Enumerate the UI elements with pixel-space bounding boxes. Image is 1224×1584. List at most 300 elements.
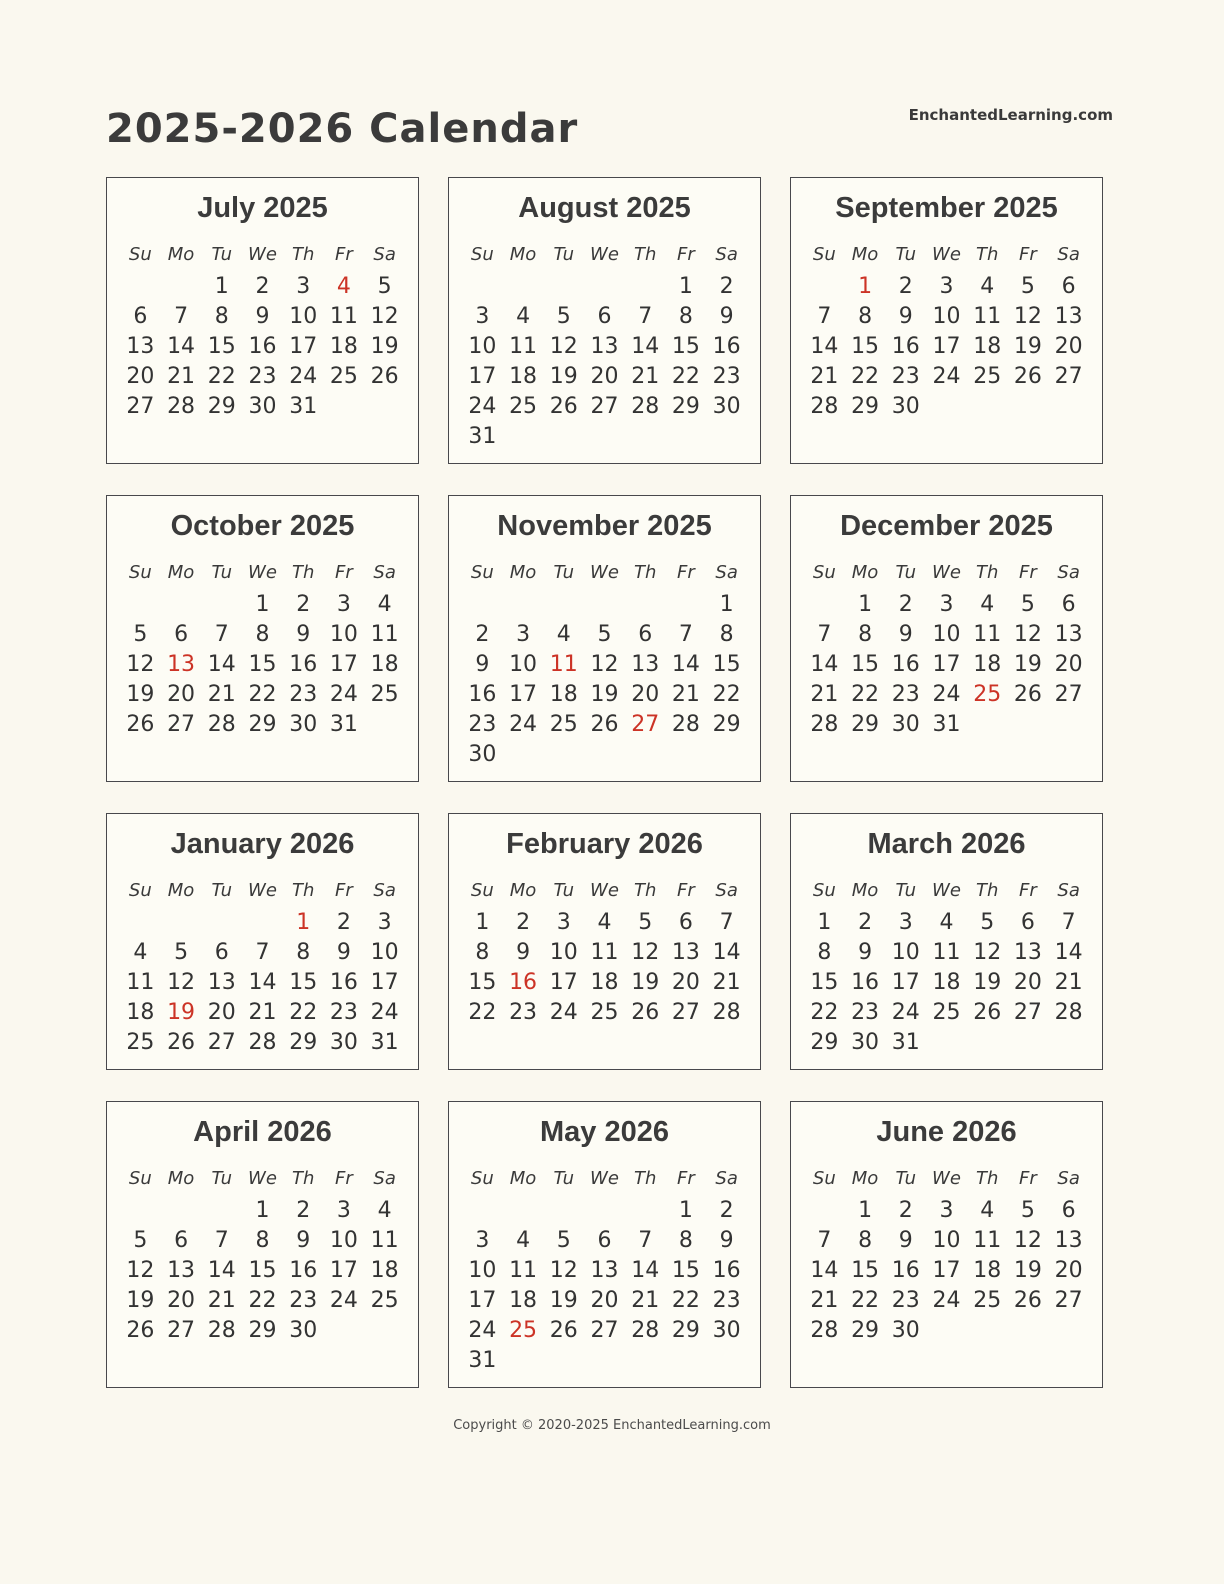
date-cell: 10 (932, 622, 961, 647)
date-cell: 21 (712, 970, 741, 995)
date-cell: 14 (1054, 940, 1083, 965)
date-cell: 2 (898, 592, 913, 617)
date-cell: 21 (167, 364, 196, 389)
weekday-label: Tu (211, 1168, 233, 1189)
week-row (462, 620, 747, 650)
empty-cell (161, 1196, 202, 1226)
week-row (120, 1226, 405, 1256)
date-cell: 11 (509, 334, 538, 359)
weekday-label: We (248, 1168, 277, 1189)
week-row (462, 680, 747, 710)
weekday-label: Fr (677, 562, 695, 583)
date-cell: 23 (712, 1288, 741, 1313)
weekday-label: Th (976, 1168, 999, 1189)
date-cell: 31 (932, 712, 961, 737)
weekday-label: Sa (1057, 1168, 1080, 1189)
week-row (120, 590, 405, 620)
date-cell: 31 (370, 1030, 399, 1055)
date-cell: 17 (329, 1258, 358, 1283)
date-cell: 29 (712, 712, 741, 737)
date-cell: 15 (248, 1258, 277, 1283)
date-cell: 1 (858, 1198, 873, 1223)
date-cell: 22 (810, 1000, 839, 1025)
month-panel-december-2025 (790, 495, 1103, 782)
date-cell: 30 (851, 1030, 880, 1055)
date-cell: 28 (631, 1318, 660, 1343)
week-row (462, 908, 747, 938)
date-cell: 24 (932, 1288, 961, 1313)
month-panel-february-2026 (448, 813, 761, 1070)
empty-cell (503, 1196, 544, 1226)
weekday-label: We (248, 880, 277, 901)
week-row (462, 590, 747, 620)
date-cell: 12 (631, 940, 660, 965)
date-cell: 30 (289, 1318, 318, 1343)
week-row (120, 650, 405, 680)
date-cell: 19 (1013, 334, 1042, 359)
date-cell: 4 (377, 1198, 392, 1223)
empty-cell (804, 272, 845, 302)
date-cell: 7 (678, 622, 693, 647)
date-cell: 25 (973, 364, 1002, 389)
week-row (804, 710, 1089, 740)
date-cell: 13 (126, 334, 155, 359)
date-cell: 18 (973, 1258, 1002, 1283)
date-cell: 16 (851, 970, 880, 995)
date-cell: 30 (289, 712, 318, 737)
date-cell: 15 (671, 334, 700, 359)
date-cell: 7 (255, 940, 270, 965)
date-cell: 27 (671, 1000, 700, 1025)
week-row (120, 1196, 405, 1226)
date-cell: 16 (289, 1258, 318, 1283)
date-cell: 26 (126, 712, 155, 737)
date-cell: 14 (207, 652, 236, 677)
month-panel-may-2026 (448, 1101, 761, 1388)
date-cell: 9 (255, 304, 270, 329)
date-cell: 8 (296, 940, 311, 965)
date-cell: 30 (329, 1030, 358, 1055)
week-row (804, 332, 1089, 362)
week-row (804, 968, 1089, 998)
date-cell: 6 (1061, 1198, 1076, 1223)
date-cell: 9 (516, 940, 531, 965)
month-title: October 2025 (170, 510, 355, 542)
date-cell: 24 (329, 682, 358, 707)
date-cell: 12 (1013, 622, 1042, 647)
date-cell: 8 (678, 304, 693, 329)
weekday-label: Tu (553, 244, 575, 265)
date-cell: 11 (370, 1228, 399, 1253)
weekday-label: Mo (851, 1168, 879, 1189)
weekday-label: Fr (677, 1168, 695, 1189)
date-cell: 15 (468, 970, 497, 995)
date-cell: 15 (671, 1258, 700, 1283)
date-cell: 2 (296, 1198, 311, 1223)
date-cell: 31 (891, 1030, 920, 1055)
date-cell: 26 (1013, 682, 1042, 707)
weekday-label: Sa (715, 562, 738, 583)
empty-cell (120, 272, 161, 302)
date-cell: 9 (898, 304, 913, 329)
date-cell: 6 (678, 910, 693, 935)
date-cell: 27 (1054, 364, 1083, 389)
date-cell: 17 (509, 682, 538, 707)
date-cell: 30 (712, 1318, 741, 1343)
month-title: January 2026 (170, 828, 355, 860)
date-cell: 26 (973, 1000, 1002, 1025)
date-cell: 21 (207, 682, 236, 707)
month-title: September 2025 (835, 192, 1058, 224)
date-cell: 4 (980, 1198, 995, 1223)
date-cell: 13 (631, 652, 660, 677)
calendar-grid (106, 177, 1103, 1388)
date-cell: 22 (671, 1288, 700, 1313)
date-cell: 10 (370, 940, 399, 965)
weekday-label: Mo (509, 562, 537, 583)
month-title: August 2025 (518, 192, 691, 224)
date-cell: 7 (638, 1228, 653, 1253)
date-cell: 25 (973, 1288, 1002, 1313)
date-cell: 25 (370, 1288, 399, 1313)
weeks (462, 590, 747, 770)
date-cell: 31 (329, 712, 358, 737)
date-cell: 22 (671, 364, 700, 389)
weekday-label: Tu (211, 244, 233, 265)
weekday-label: Tu (553, 880, 575, 901)
date-cell: 9 (336, 940, 351, 965)
weekday-label: Su (470, 1168, 494, 1189)
date-cell: 6 (214, 940, 229, 965)
weekday-label: Su (470, 244, 494, 265)
date-cell: 3 (377, 910, 392, 935)
date-cell: 3 (939, 274, 954, 299)
weekday-label: Th (634, 880, 657, 901)
date-cell: 8 (858, 304, 873, 329)
date-cell: 5 (133, 622, 148, 647)
date-cell: 20 (167, 1288, 196, 1313)
date-cell: 5 (1020, 1198, 1035, 1223)
weekday-label: Tu (895, 880, 917, 901)
date-cell: 23 (248, 364, 277, 389)
date-cell: 11 (329, 304, 358, 329)
weekday-label: We (590, 562, 619, 583)
week-row (804, 908, 1089, 938)
weeks (462, 272, 747, 452)
week-row (462, 1346, 747, 1376)
month-title: November 2025 (497, 510, 712, 542)
date-cell: 22 (851, 1288, 880, 1313)
date-cell: 16 (468, 682, 497, 707)
empty-cell (161, 590, 202, 620)
date-cell: 8 (214, 304, 229, 329)
week-row (804, 938, 1089, 968)
date-cell: 31 (468, 1348, 497, 1373)
date-cell: 18 (329, 334, 358, 359)
weekday-label: Fr (1019, 244, 1037, 265)
week-row (462, 998, 747, 1028)
date-cell: 9 (296, 622, 311, 647)
date-cell: 23 (891, 364, 920, 389)
date-cell: 14 (248, 970, 277, 995)
week-row (804, 1256, 1089, 1286)
date-cell: 13 (671, 940, 700, 965)
date-cell: 16 (329, 970, 358, 995)
date-cell: 18 (370, 1258, 399, 1283)
date-cell: 27 (207, 1030, 236, 1055)
weeks (120, 1196, 405, 1346)
date-cell: 21 (810, 364, 839, 389)
date-cell-holiday: 19 (167, 1000, 196, 1025)
date-cell: 20 (590, 364, 619, 389)
date-cell: 22 (207, 364, 236, 389)
site-name: EnchantedLearning.com (908, 106, 1113, 124)
week-row (462, 272, 747, 302)
empty-cell (543, 272, 584, 302)
date-cell: 3 (939, 592, 954, 617)
date-cell: 19 (126, 1288, 155, 1313)
date-cell: 4 (516, 304, 531, 329)
weekday-header-row (462, 561, 747, 585)
weekday-label: Su (812, 880, 836, 901)
date-cell: 24 (370, 1000, 399, 1025)
month-title: December 2025 (840, 510, 1053, 542)
date-cell: 11 (973, 304, 1002, 329)
date-cell: 14 (631, 334, 660, 359)
date-cell: 10 (468, 1258, 497, 1283)
date-cell: 3 (898, 910, 913, 935)
date-cell: 22 (289, 1000, 318, 1025)
date-cell: 30 (891, 394, 920, 419)
date-cell: 30 (248, 394, 277, 419)
date-cell: 28 (810, 1318, 839, 1343)
weekday-label: Sa (373, 244, 396, 265)
date-cell: 9 (858, 940, 873, 965)
weekday-label: Tu (895, 562, 917, 583)
weekday-header-row (120, 879, 405, 903)
date-cell: 2 (719, 1198, 734, 1223)
date-cell: 29 (851, 1318, 880, 1343)
date-cell: 23 (289, 682, 318, 707)
date-cell: 8 (475, 940, 490, 965)
weekday-label: We (590, 244, 619, 265)
date-cell: 1 (858, 592, 873, 617)
date-cell: 3 (556, 910, 571, 935)
date-cell: 1 (678, 1198, 693, 1223)
weekday-label: Th (292, 880, 315, 901)
date-cell: 8 (255, 1228, 270, 1253)
date-cell: 25 (509, 394, 538, 419)
weekday-label: Tu (211, 562, 233, 583)
date-cell: 26 (167, 1030, 196, 1055)
date-cell: 20 (1054, 1258, 1083, 1283)
week-row (462, 362, 747, 392)
week-row (462, 650, 747, 680)
date-cell: 17 (468, 1288, 497, 1313)
weeks (120, 908, 405, 1058)
month-panel-september-2025 (790, 177, 1103, 464)
weekday-label: Sa (715, 244, 738, 265)
empty-cell (462, 1196, 503, 1226)
week-row (462, 1256, 747, 1286)
date-cell: 16 (891, 652, 920, 677)
empty-cell (462, 272, 503, 302)
date-cell: 13 (1054, 304, 1083, 329)
weekday-label: Sa (715, 1168, 738, 1189)
weekday-label: Mo (509, 880, 537, 901)
date-cell: 20 (126, 364, 155, 389)
date-cell: 4 (133, 940, 148, 965)
date-cell: 23 (468, 712, 497, 737)
weekday-label: Fr (677, 244, 695, 265)
date-cell: 8 (255, 622, 270, 647)
date-cell: 27 (590, 394, 619, 419)
weekday-label: Fr (335, 880, 353, 901)
weekday-label: We (590, 880, 619, 901)
month-panel-october-2025 (106, 495, 419, 782)
week-row (804, 680, 1089, 710)
date-cell: 20 (631, 682, 660, 707)
date-cell: 23 (289, 1288, 318, 1313)
empty-cell (503, 590, 544, 620)
week-row (804, 272, 1089, 302)
date-cell: 11 (932, 940, 961, 965)
week-row (804, 1226, 1089, 1256)
date-cell: 16 (712, 1258, 741, 1283)
week-row (462, 302, 747, 332)
week-row (120, 392, 405, 422)
date-cell: 17 (891, 970, 920, 995)
week-row (120, 968, 405, 998)
date-cell: 22 (851, 682, 880, 707)
week-row (120, 1028, 405, 1058)
date-cell: 16 (891, 334, 920, 359)
date-cell: 15 (289, 970, 318, 995)
week-row (462, 1226, 747, 1256)
date-cell: 2 (858, 910, 873, 935)
month-panel-april-2026 (106, 1101, 419, 1388)
date-cell: 12 (126, 652, 155, 677)
date-cell: 21 (207, 1288, 236, 1313)
weekday-label: Fr (677, 880, 695, 901)
date-cell: 23 (851, 1000, 880, 1025)
date-cell: 30 (891, 1318, 920, 1343)
date-cell: 24 (468, 394, 497, 419)
date-cell: 4 (597, 910, 612, 935)
date-cell: 26 (549, 1318, 578, 1343)
date-cell: 4 (556, 622, 571, 647)
date-cell: 8 (678, 1228, 693, 1253)
date-cell: 29 (851, 712, 880, 737)
week-row (462, 392, 747, 422)
date-cell: 24 (329, 1288, 358, 1313)
weekday-header-row (462, 1167, 747, 1191)
date-cell: 5 (556, 304, 571, 329)
weekday-label: Th (634, 1168, 657, 1189)
week-row (804, 392, 1089, 422)
date-cell: 13 (207, 970, 236, 995)
date-cell: 26 (549, 394, 578, 419)
week-row (120, 680, 405, 710)
month-title: May 2026 (540, 1116, 669, 1148)
date-cell: 9 (898, 622, 913, 647)
date-cell: 29 (207, 394, 236, 419)
date-cell: 22 (248, 1288, 277, 1313)
date-cell: 3 (475, 304, 490, 329)
date-cell: 28 (207, 1318, 236, 1343)
date-cell: 31 (468, 424, 497, 449)
weekday-label: Th (976, 880, 999, 901)
date-cell: 27 (126, 394, 155, 419)
date-cell: 27 (167, 712, 196, 737)
empty-cell (804, 590, 845, 620)
date-cell: 21 (1054, 970, 1083, 995)
weekday-label: Su (128, 244, 152, 265)
weekday-label: Th (292, 562, 315, 583)
date-cell: 23 (891, 1288, 920, 1313)
weekday-label: Sa (715, 880, 738, 901)
week-row (120, 272, 405, 302)
date-cell: 5 (1020, 592, 1035, 617)
date-cell: 3 (336, 592, 351, 617)
weekday-label: Fr (1019, 880, 1037, 901)
week-row (462, 1196, 747, 1226)
date-cell: 2 (898, 1198, 913, 1223)
weekday-label: Fr (335, 244, 353, 265)
weekday-label: We (248, 244, 277, 265)
week-row (120, 938, 405, 968)
date-cell: 7 (638, 304, 653, 329)
weekday-label: Th (634, 244, 657, 265)
date-cell: 29 (289, 1030, 318, 1055)
date-cell: 6 (638, 622, 653, 647)
date-cell: 17 (329, 652, 358, 677)
date-cell: 10 (509, 652, 538, 677)
weekday-label: Mo (167, 880, 195, 901)
date-cell: 11 (126, 970, 155, 995)
date-cell: 19 (126, 682, 155, 707)
weekday-label: Tu (895, 1168, 917, 1189)
date-cell: 9 (475, 652, 490, 677)
date-cell: 18 (590, 970, 619, 995)
date-cell: 29 (248, 1318, 277, 1343)
date-cell: 3 (939, 1198, 954, 1223)
date-cell: 7 (719, 910, 734, 935)
date-cell: 19 (370, 334, 399, 359)
empty-cell (804, 1196, 845, 1226)
week-row (462, 1286, 747, 1316)
date-cell: 3 (336, 1198, 351, 1223)
week-row (804, 1316, 1089, 1346)
date-cell: 10 (329, 1228, 358, 1253)
date-cell: 9 (296, 1228, 311, 1253)
date-cell: 12 (1013, 304, 1042, 329)
date-cell: 25 (932, 1000, 961, 1025)
date-cell: 28 (810, 394, 839, 419)
week-row (120, 1286, 405, 1316)
month-title: June 2026 (876, 1116, 1017, 1148)
empty-cell (161, 908, 202, 938)
empty-cell (584, 590, 625, 620)
date-cell: 8 (719, 622, 734, 647)
date-cell-holiday: 16 (509, 970, 538, 995)
weekday-label: We (590, 1168, 619, 1189)
date-cell: 12 (370, 304, 399, 329)
week-row (120, 908, 405, 938)
date-cell: 19 (973, 970, 1002, 995)
date-cell: 17 (932, 1258, 961, 1283)
weekday-label: Tu (211, 880, 233, 901)
